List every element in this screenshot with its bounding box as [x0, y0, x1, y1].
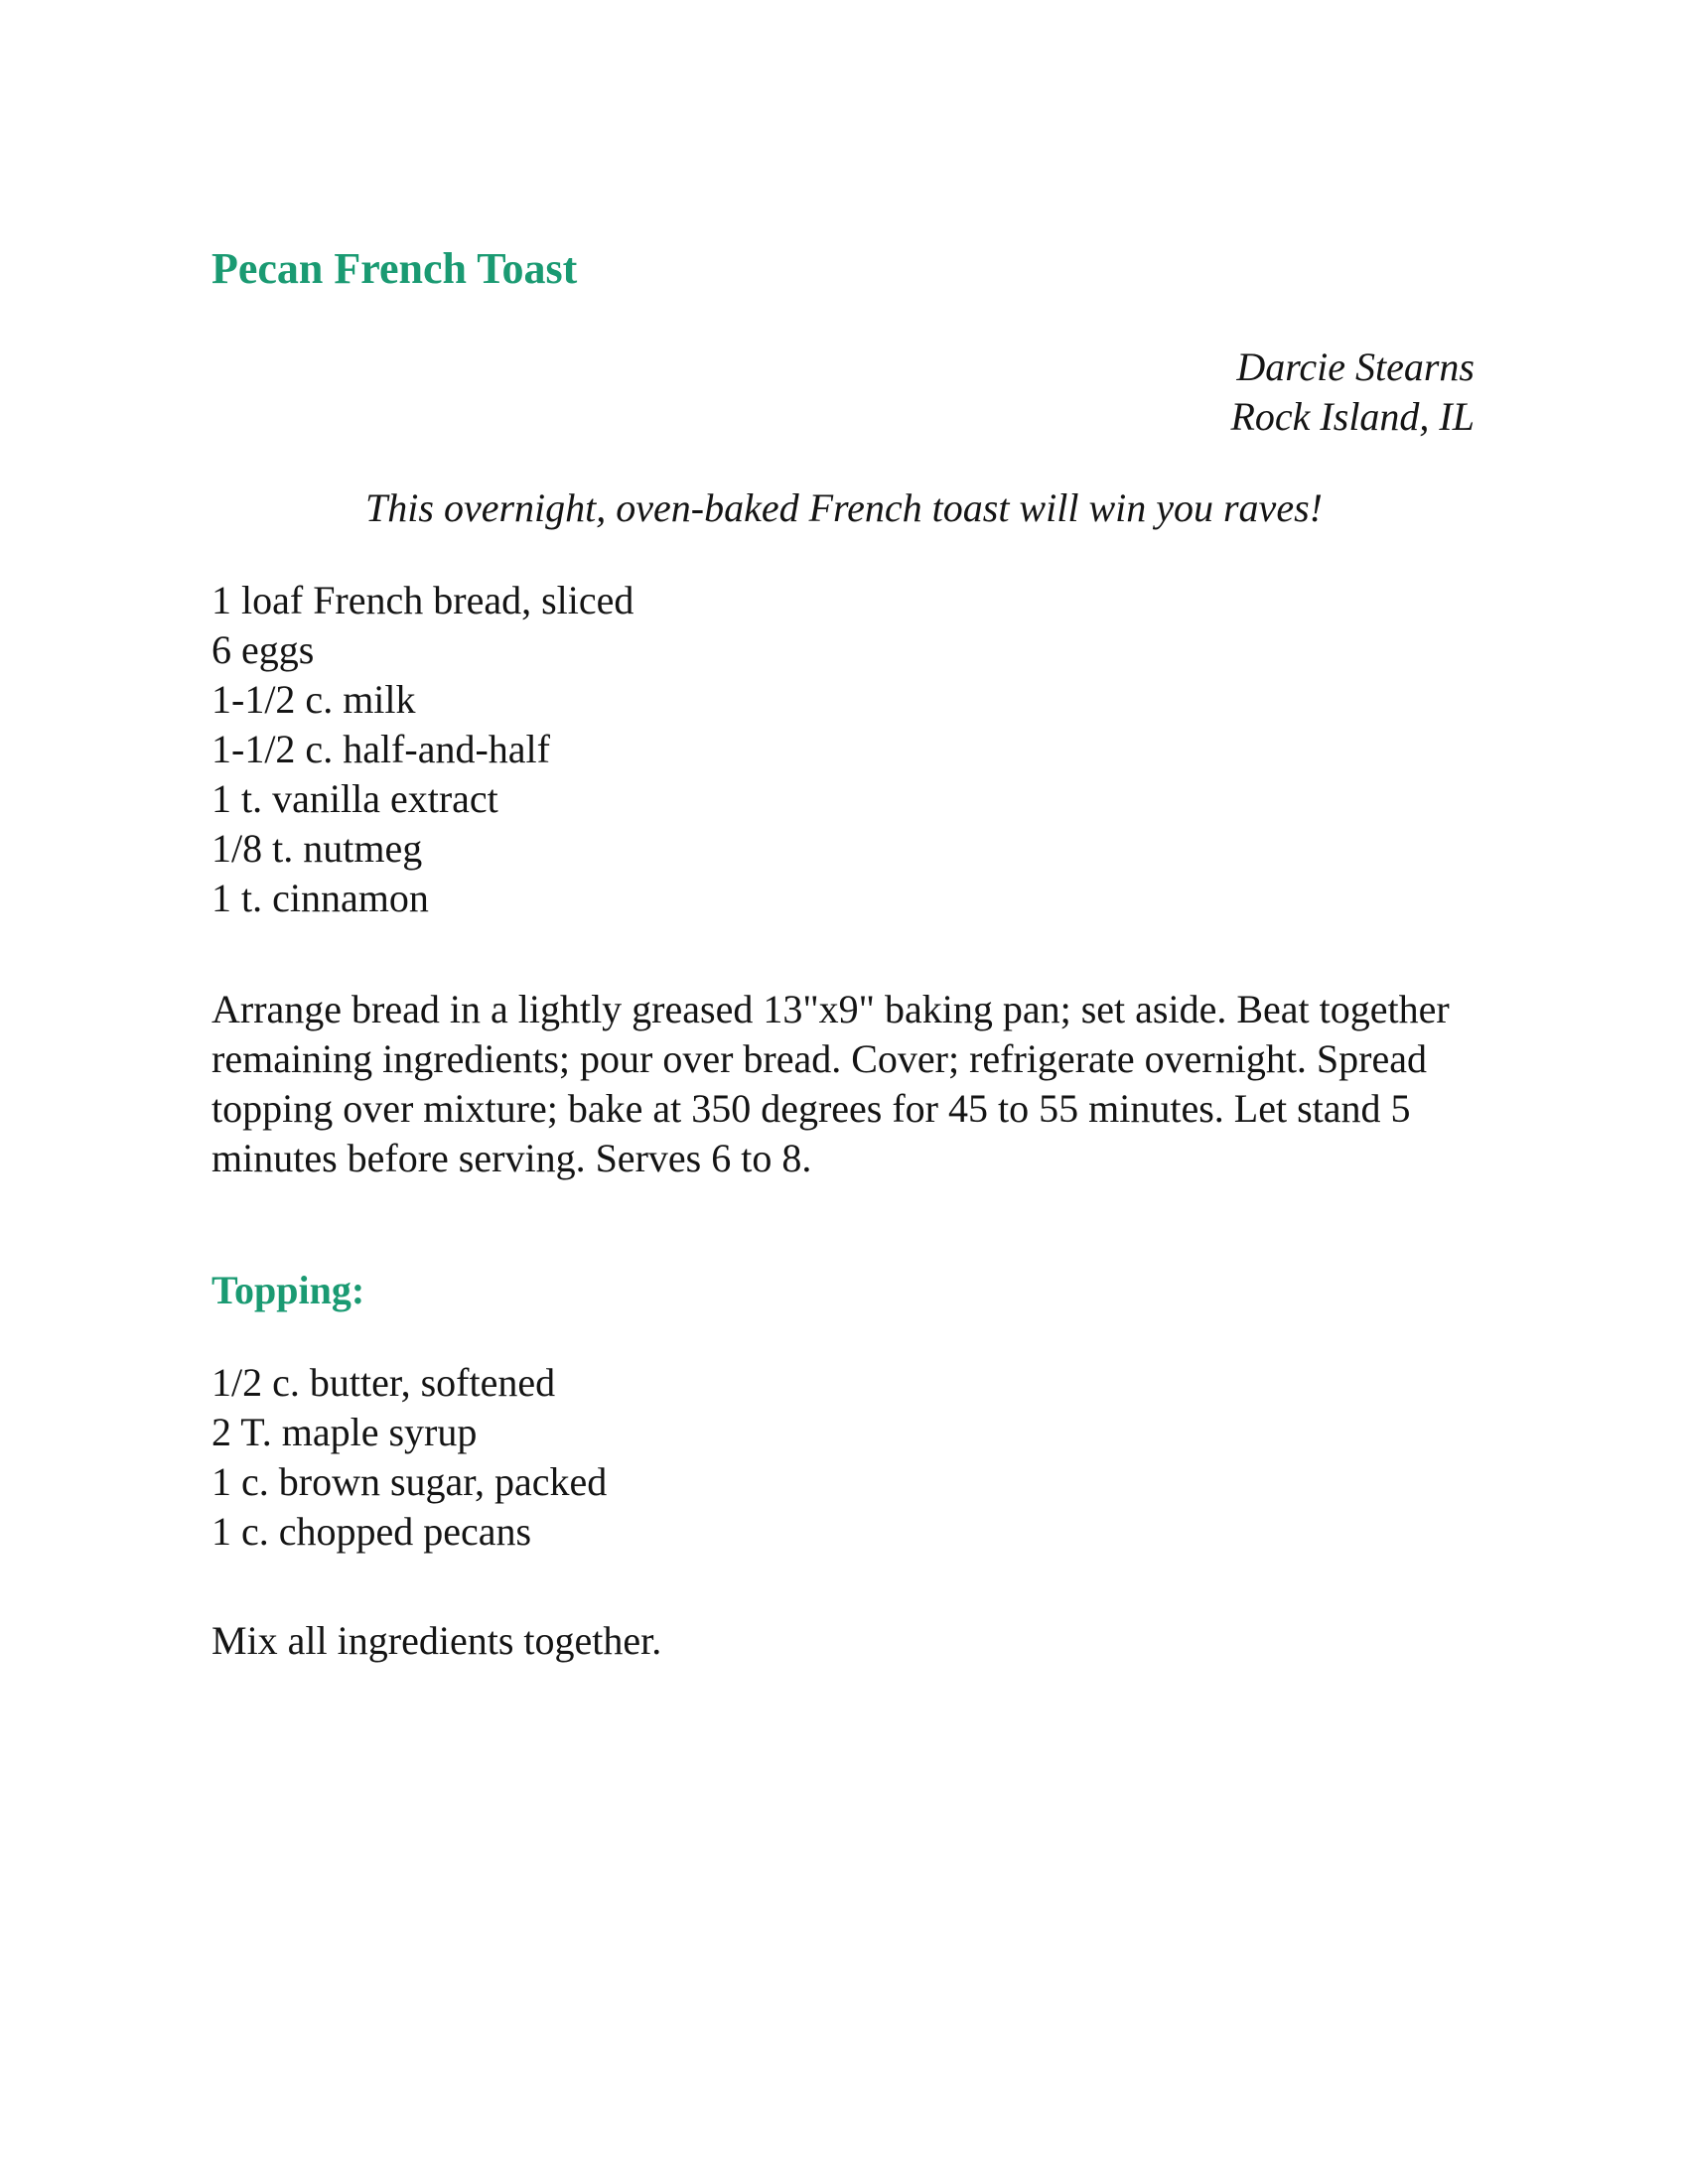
topping-heading: Topping: — [211, 1268, 365, 1312]
ingredient-list — [211, 576, 633, 923]
ingredient-item: 1-1/2 c. milk — [211, 677, 416, 722]
author-block — [1230, 342, 1475, 442]
ingredient-item: 1 t. vanilla extract — [211, 776, 498, 821]
ingredient-item: 6 eggs — [211, 627, 315, 672]
ingredient-item: 1/8 t. nutmeg — [211, 826, 423, 871]
topping-directions: Mix all ingredients together. — [211, 1618, 662, 1663]
ingredient-item: 1 loaf French bread, sliced — [211, 578, 634, 622]
recipe-directions: Arrange bread in a lightly greased 13"x9" baking pan; set aside. Beat together remaining ingredients; pour over bread. Cover; refrigerate overnight. Spread topping over mixture; bake at 350 degrees for 45 to 55 minutes. Let stand 5 minutes before serving. Serves 6 to 8. — [211, 987, 1450, 1180]
recipe-tagline: This overnight, oven-baked French toast will win you raves! — [365, 485, 1323, 530]
ingredient-item: 1 t. cinnamon — [211, 876, 429, 920]
topping-ingredient-list — [211, 1358, 607, 1557]
author-name: Darcie Stearns — [1236, 344, 1475, 389]
author-location: Rock Island, IL — [1230, 394, 1475, 439]
topping-ingredient-item: 1 c. brown sugar, packed — [211, 1459, 608, 1504]
ingredient-item: 1-1/2 c. half-and-half — [211, 727, 550, 771]
topping-ingredient-item: 1 c. chopped pecans — [211, 1509, 532, 1554]
recipe-title: Pecan French Toast — [211, 244, 578, 293]
topping-ingredient-item: 2 T. maple syrup — [211, 1410, 478, 1454]
topping-ingredient-item: 1/2 c. butter, softened — [211, 1360, 556, 1405]
